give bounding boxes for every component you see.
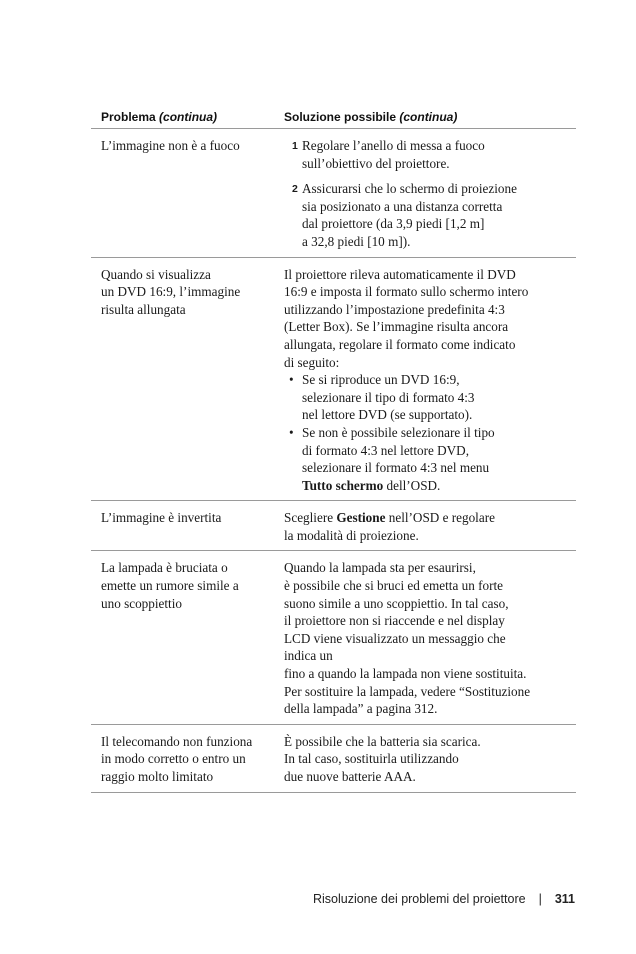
page-number: 311 [554,892,575,906]
solution-cell: Il proiettore rileva automaticamente il DVD 16:9 e imposta il formato sullo schermo intero utilizzando l’impostazione predefinita 4:3 (Letter Box). Se l’immagine risulta ancora allungata, regolare il formato come indicato di seguito: • Se si riproduce un DVD 16:9, selezionare il tipo di formato 4:3 nel lettore DVD (se supportato). • Se non è possibile selezionare il tipo di formato 4:3 nel lettore DVD, selezionare il formato 4:3 nel menu Tutto schermo dell’OSD. [284,266,576,495]
table-row [91,501,576,551]
footer-separator: | [538,892,542,906]
table-row [91,258,576,502]
table-row [91,551,576,724]
troubleshooting-table [91,110,576,793]
table-row [91,725,576,793]
step-number: 2 [292,183,298,196]
step-item: 1 Regolare l’anello di messa a fuoco sull’obiettivo del proiettore. [292,138,485,171]
solution-cell [284,137,576,251]
table-row [91,129,576,258]
menu-name: Tutto schermo [302,477,384,493]
header-problem: Problema (continua) [101,110,218,124]
page-footer [313,892,575,906]
footer-section-title: Risoluzione dei problemi del proiettore [312,892,526,906]
bullet-icon: • [289,372,294,388]
bullet-item: • Se non è possibile selezionare il tipo di formato 4:3 nel lettore DVD, selezionare il formato 4:3 nel menu Tutto schermo dell’OSD. [289,424,495,493]
solution-cell: Quando la lampada sta per esaurirsi, è possibile che si bruci ed emetta un forte suono simile a uno scoppiettio. In tal caso, il proiettore non si riaccende e nel display LCD viene visualizzato un messaggio che indica un fino a quando la lampada non viene sostituita. Per sostituire la lampada, vedere “Sostituzione della lampada” a pagina 312. [284,560,531,717]
step-number: 1 [292,140,298,152]
problem-cell: Quando si visualizza un DVD 16:9, l’immagine risulta allungata [101,266,241,317]
problem-cell: Il telecomando non funziona in modo corretto o entro un raggio molto limitato [101,733,253,784]
problem-cell: La lampada è bruciata o emette un rumore simile a uno scoppiettio [101,560,239,611]
solution-cell: Scegliere Gestione nell’OSD e regolare la modalità di proiezione. [284,510,495,543]
table-header [91,110,576,129]
solution-cell: È possibile che la batteria sia scarica. In tal caso, sostituirla utilizzando due nuove batterie AAA. [284,733,481,784]
bullet-icon: • [289,424,294,440]
step-item: 2 Assicurarsi che lo schermo di proiezione sia posizionato a una distanza corretta dal proiettore (da 3,9 piedi [1,2 m] a 32,8 piedi [10 m]). [292,181,517,249]
header-solution: Soluzione possibile (continua) [284,110,458,124]
menu-name: Gestione [336,510,386,526]
problem-cell: L’immagine non è a fuoco [101,138,240,153]
problem-cell: L’immagine è invertita [101,510,222,526]
bullet-item: • Se si riproduce un DVD 16:9, selezionare il tipo di formato 4:3 nel lettore DVD (se supportato). [289,372,475,423]
